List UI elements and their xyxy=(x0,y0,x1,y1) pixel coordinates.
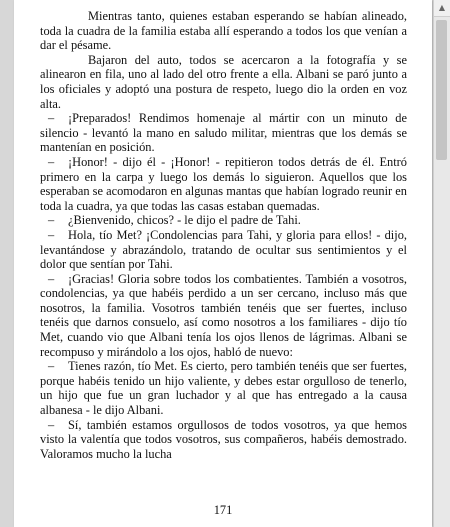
dialog-line-6 xyxy=(40,359,407,417)
scroll-up-arrow-icon[interactable]: ▲ xyxy=(434,0,450,17)
dialog-line-3 xyxy=(40,213,407,228)
dialog-line-5 xyxy=(40,272,407,360)
page-number: 171 xyxy=(213,503,233,517)
dialog-text: Hola, tío Met? ¡Condolencias para Tahi, y gloria para ellos! - dijo, levantándose y abrazándolo, tratando de ocultar sus sentimientos y el dolor que sentían por Tahi. xyxy=(40,227,407,272)
vertical-scrollbar[interactable] xyxy=(433,0,450,527)
paragraph-2: Bajaron del auto, todos se acercaron a la fotografía y se alinearon en fila, uno al lado del otro frente a ella. Albani se paró junto a los oficiales y adoptó una postura de respeto, luego dio la orden en voz alta. xyxy=(40,52,407,111)
dialog-text: Sí, también estamos orgullosos de todos vosotros, ya que hemos visto la valentía que todos vosotros, sus compañeros, habéis demostrado. Valoramos mucho la lucha xyxy=(40,417,407,461)
dialog-dash: – xyxy=(48,271,55,286)
dialog-text: ¡Honor! - dijo él - ¡Honor! - repitieron todos detrás de él. Entró primero en la carpa y luego los demás lo siguieron. Aquellos que los esperaban se acomodaron en algunas mantas que habían logrado reunir en toda la cuadra, ya que todas las casas estaban quemadas. xyxy=(40,154,407,213)
dialog-text: ¡Preparados! Rendimos homenaje al mártir con un minuto de silencio - levantó la mano en saludo militar, mientras que los demás se mantenían en posición. xyxy=(40,111,407,155)
dialog-text: ¡Gracias! Gloria sobre todos los combatientes. También a vosotros, condolencias, ya que habéis perdido a un ser cercano, incluso más que nosotros, la familia. Vosotros también tenéis que ser fuertes, incluso tenéis que darnos consuelo, así como nosotros a los familiares - dijo tío Met, cuando vio que Albani tenía los ojos llenos de lágrimas. Albani se recompuso y mirándolo a los ojos, habló de nuevo: xyxy=(40,271,407,359)
dialog-line-1 xyxy=(40,111,407,155)
dialog-line-7 xyxy=(40,418,407,462)
page-body xyxy=(40,9,407,461)
dialog-line-4 xyxy=(40,228,407,272)
dialog-dash: – xyxy=(48,359,55,374)
dialog-text: ¿Bienvenido, chicos? - le dijo el padre de Tahi. xyxy=(68,213,301,228)
dialog-dash: – xyxy=(48,227,55,242)
dialog-dash: – xyxy=(48,154,55,169)
dialog-dash: – xyxy=(48,111,55,126)
scrollbar-thumb[interactable] xyxy=(436,20,447,160)
paragraph-1: Mientras tanto, quienes estaban esperando se habían alineado, toda la cuadra de la familia estaba allí esperando a todos los que venían a dar el pésame. xyxy=(40,9,407,53)
dialog-dash: – xyxy=(48,213,55,228)
document-page xyxy=(14,0,432,527)
dialog-text: Tienes razón, tío Met. Es cierto, pero también tenéis que ser fuertes, porque habéis tenido un hijo valiente, y debes estar orgulloso de tenerlo, un hijo que fue un gran luchador y al que has entregado a la causa albanesa - le dijo Albani. xyxy=(40,359,407,418)
dialog-dash: – xyxy=(48,417,55,432)
dialog-line-2 xyxy=(40,155,407,213)
